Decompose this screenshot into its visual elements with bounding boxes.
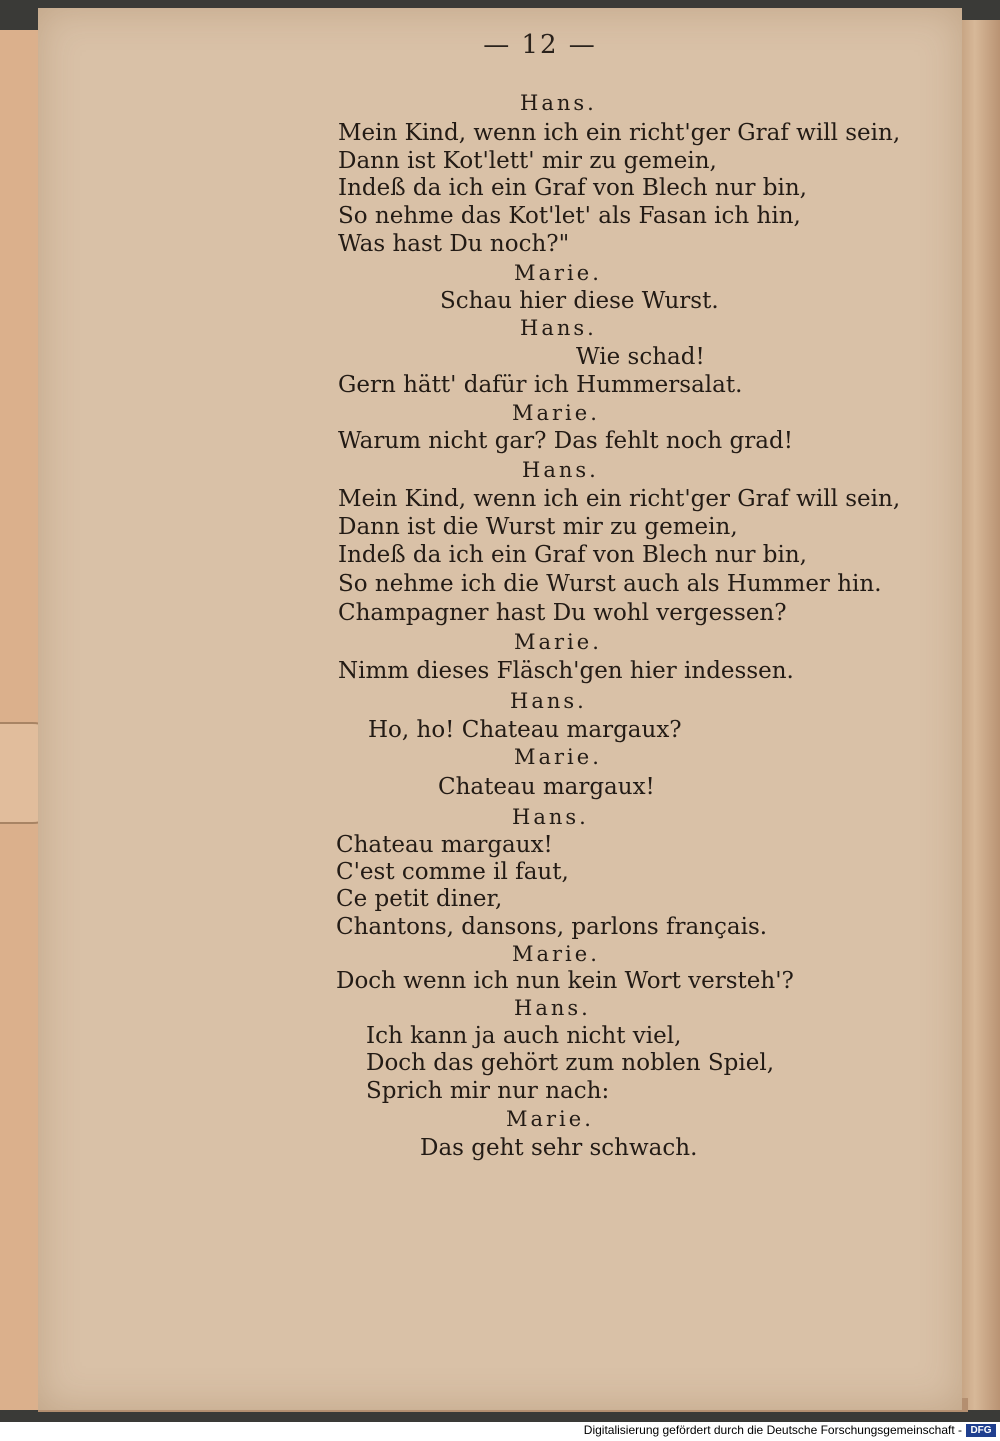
speaker-name: Marie.	[514, 745, 602, 769]
speaker-name: Hans.	[514, 996, 591, 1020]
speaker-name: Marie.	[514, 261, 602, 285]
speaker-name: Marie.	[512, 401, 600, 425]
verse-line: Ho, ho! Chateau margaux?	[368, 717, 682, 743]
verse-line: Dann ist Kot'lett' mir zu gemein,	[338, 148, 717, 174]
verse-line: Doch das gehört zum noblen Spiel,	[366, 1050, 775, 1076]
speaker-name: Hans.	[520, 316, 597, 340]
funding-credit: Digitalisierung gefördert durch die Deutsche Forschungsgemeinschaft -	[583, 1423, 962, 1437]
verse-line: Gern hätt' dafür ich Hummersalat.	[338, 372, 743, 398]
speaker-name: Hans.	[520, 91, 597, 115]
speaker-name: Marie.	[512, 942, 600, 966]
verse-line: So nehme ich die Wurst auch als Hummer hin.	[338, 571, 882, 597]
verse-line: Sprich mir nur nach:	[366, 1078, 610, 1104]
verse-line: Chantons, dansons, parlons français.	[336, 914, 768, 940]
verse-line: Ce petit diner,	[336, 886, 503, 912]
speaker-name: Hans.	[522, 458, 599, 482]
verse-line: Was hast Du noch?"	[338, 231, 570, 257]
verse-line: Schau hier diese Wurst.	[440, 288, 719, 314]
speaker-name: Marie.	[506, 1107, 594, 1131]
verse-line: Chateau margaux!	[336, 832, 553, 858]
verse-line: Ich kann ja auch nicht viel,	[366, 1023, 682, 1049]
speaker-name: Hans.	[512, 805, 589, 829]
verse-line: So nehme das Kot'let' als Fasan ich hin,	[338, 203, 801, 229]
verse-line: Wie schad!	[576, 344, 705, 370]
verse-line: Nimm dieses Fläsch'gen hier indessen.	[338, 658, 794, 684]
verse-line: Champagner hast Du wohl vergessen?	[338, 600, 787, 626]
verse-line: Mein Kind, wenn ich ein richt'ger Graf will sein,	[338, 120, 901, 146]
footer-bar	[0, 1422, 1000, 1441]
verse-line: Warum nicht gar? Das fehlt noch grad!	[338, 428, 793, 454]
verse-line: Indeß da ich ein Graf von Blech nur bin,	[338, 175, 807, 201]
speaker-name: Hans.	[510, 689, 587, 713]
page-number: — 12 —	[483, 30, 597, 60]
dfg-logo: DFG	[966, 1424, 996, 1437]
page-edge	[958, 20, 1000, 1410]
speaker-name: Marie.	[514, 630, 602, 654]
verse-line: Das geht sehr schwach.	[420, 1135, 698, 1161]
verse-line: C'est comme il faut,	[336, 859, 569, 885]
book-cover-edge	[0, 30, 40, 1410]
verse-line: Dann ist die Wurst mir zu gemein,	[338, 514, 738, 540]
verse-line: Doch wenn ich nun kein Wort versteh'?	[336, 968, 794, 994]
verse-line: Mein Kind, wenn ich ein richt'ger Graf will sein,	[338, 486, 901, 512]
verse-line: Chateau margaux!	[438, 774, 655, 800]
verse-line: Indeß da ich ein Graf von Blech nur bin,	[338, 542, 807, 568]
